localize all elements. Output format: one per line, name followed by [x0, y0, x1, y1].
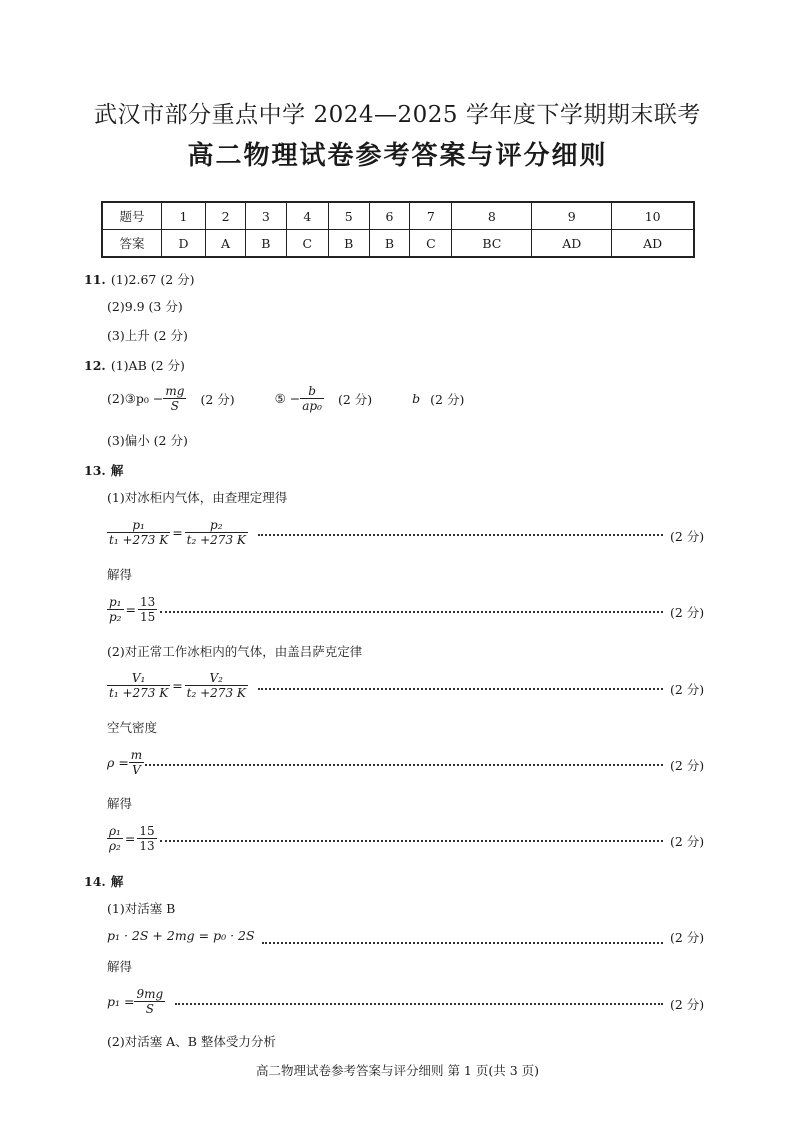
fraction-denominator: S	[163, 398, 186, 413]
page-footer: 高二物理试卷参考答案与评分细则 第 1 页(共 3 页)	[255, 1063, 540, 1078]
fraction-numerator: mg	[165, 384, 185, 398]
fraction	[107, 595, 124, 624]
q12-answer-2	[107, 384, 464, 413]
score: (2 分)	[670, 529, 705, 544]
table-row-answers	[102, 230, 694, 258]
equation-lhs: p₁ =	[107, 994, 135, 1009]
fraction-denominator: ρ₂	[109, 839, 121, 853]
table-cell: C	[286, 230, 328, 258]
fraction	[107, 824, 123, 853]
fraction-numerator: 9mg	[136, 987, 164, 1001]
equals-sign: =	[125, 602, 136, 617]
solve-label: 解	[110, 874, 124, 889]
fraction	[107, 518, 170, 547]
table-cell: 6	[369, 202, 410, 230]
question-number: 14.	[84, 874, 106, 889]
q14-equation-2	[107, 987, 165, 1016]
table-cell: 8	[452, 202, 532, 230]
fraction	[129, 748, 144, 777]
equation-lhs: ρ =	[107, 755, 129, 770]
table-cell: 4	[286, 202, 328, 230]
leader-dots	[160, 611, 663, 613]
score: (2 分)	[337, 391, 373, 407]
score: (2 分)	[430, 391, 465, 407]
fraction	[185, 518, 248, 547]
table-cell: D	[162, 230, 206, 258]
fraction-denominator: p₂	[109, 610, 122, 624]
fraction-numerator: V₁	[131, 671, 146, 685]
q13-heading	[84, 460, 123, 479]
fraction-numerator: 15	[139, 824, 155, 838]
q12-b: b	[412, 391, 421, 406]
q14-part1-text: (1)对活塞 B	[107, 901, 176, 916]
table-cell: 2	[206, 202, 246, 230]
q14-part2-text: (2)对活塞 A、B 整体受力分析	[107, 1034, 276, 1049]
q13-equation-4	[107, 748, 144, 777]
table-cell: AD	[612, 230, 694, 258]
score: (2 分)	[670, 605, 705, 620]
fraction	[163, 384, 186, 413]
fraction-denominator: ap₀	[302, 399, 322, 413]
solve-label: 解得	[107, 567, 133, 582]
q13-equation-2	[107, 595, 157, 624]
q13-equation-3	[107, 671, 248, 700]
q11-answer-3: (3)上升 (2 分)	[107, 328, 188, 343]
table-cell: B	[328, 230, 369, 258]
equals-sign: =	[172, 525, 183, 540]
fraction	[138, 595, 157, 624]
solve-label: 解得	[107, 796, 133, 811]
table-cell: 3	[246, 202, 287, 230]
score: (2 分)	[670, 930, 705, 945]
exam-title-line2: 高二物理试卷参考答案与评分细则	[187, 141, 608, 171]
q11-answer-2: (2)9.9 (3 分)	[107, 299, 183, 314]
table-header-cell: 答案	[102, 230, 162, 258]
leader-dots	[160, 840, 663, 842]
fraction-denominator: t₂ +273 K	[186, 533, 246, 547]
table-cell: 9	[532, 202, 612, 230]
q11-answer-1: (1)2.67 (2 分)	[110, 272, 195, 287]
solve-label: 解得	[107, 959, 133, 974]
score: (2 分)	[670, 997, 705, 1012]
table-header-cell: 题号	[102, 202, 162, 230]
fraction-denominator: t₁ +273 K	[109, 533, 169, 547]
q13-equation-1	[107, 518, 248, 547]
fraction-denominator: 15	[139, 610, 156, 624]
fraction-numerator: 13	[139, 595, 156, 609]
table-cell: 5	[328, 202, 369, 230]
fraction	[134, 987, 165, 1016]
density-label: 空气密度	[107, 720, 158, 735]
q12-answer-3: (3)偏小 (2 分)	[107, 433, 188, 448]
q14-heading	[84, 871, 123, 890]
table-row-numbers	[102, 202, 694, 230]
fraction	[107, 671, 170, 700]
exam-title-line1: 武汉市部分重点中学 2024—2025 学年度下学期期末联考	[94, 102, 701, 128]
equals-sign: =	[124, 831, 136, 846]
table-cell: 10	[612, 202, 694, 230]
leader-dots	[145, 764, 663, 766]
fraction-numerator: m	[130, 748, 143, 762]
table-cell: AD	[532, 230, 612, 258]
q12-block	[84, 355, 185, 374]
fraction-numerator: b	[308, 384, 316, 398]
table-cell: C	[410, 230, 452, 258]
equals-sign: =	[172, 678, 183, 693]
leader-dots	[258, 688, 663, 690]
q13-equation-5	[107, 824, 157, 853]
score: (2 分)	[200, 391, 235, 407]
q12-mid: ⑤ −	[274, 391, 301, 406]
q13-part1-text: (1)对冰柜内气体，由查理定理得	[107, 490, 288, 505]
fraction	[185, 671, 248, 700]
fraction-denominator: 13	[139, 839, 155, 853]
solve-label: 解	[110, 463, 124, 478]
fraction	[300, 384, 324, 413]
fraction-numerator: ρ₁	[109, 824, 121, 838]
q11-block	[84, 269, 195, 288]
table-cell: B	[246, 230, 287, 258]
question-number: 12.	[84, 358, 106, 373]
fraction-numerator: p₂	[210, 518, 223, 532]
fraction-numerator: p₁	[132, 518, 145, 532]
leader-dots	[262, 942, 663, 944]
question-number: 11.	[84, 272, 106, 287]
fraction-numerator: p₁	[109, 595, 122, 609]
table-cell: A	[206, 230, 246, 258]
answer-table	[101, 201, 695, 258]
leader-dots	[258, 534, 663, 536]
fraction-numerator: V₂	[209, 671, 223, 685]
fraction-denominator: S	[134, 1001, 165, 1016]
score: (2 分)	[670, 758, 705, 773]
q12-prefix: (2)③p₀ −	[107, 391, 164, 406]
question-number: 13.	[84, 463, 106, 478]
score: (2 分)	[670, 834, 705, 849]
fraction-denominator: V	[129, 762, 144, 777]
table-cell: B	[369, 230, 410, 258]
fraction-denominator: t₂ +273 K	[186, 686, 246, 700]
fraction-denominator: t₁ +273 K	[109, 686, 169, 700]
leader-dots	[175, 1003, 663, 1005]
score: (2 分)	[670, 682, 705, 697]
q13-part2-text: (2)对正常工作冰柜内的气体，由盖吕萨克定律	[107, 644, 363, 659]
table-cell: 7	[410, 202, 452, 230]
q14-equation-1: p₁ · 2S + 2mg = p₀ · 2S	[107, 928, 255, 943]
q12-answer-1: (1)AB (2 分)	[110, 358, 185, 373]
fraction	[137, 824, 156, 853]
table-cell: BC	[452, 230, 532, 258]
table-cell: 1	[162, 202, 206, 230]
